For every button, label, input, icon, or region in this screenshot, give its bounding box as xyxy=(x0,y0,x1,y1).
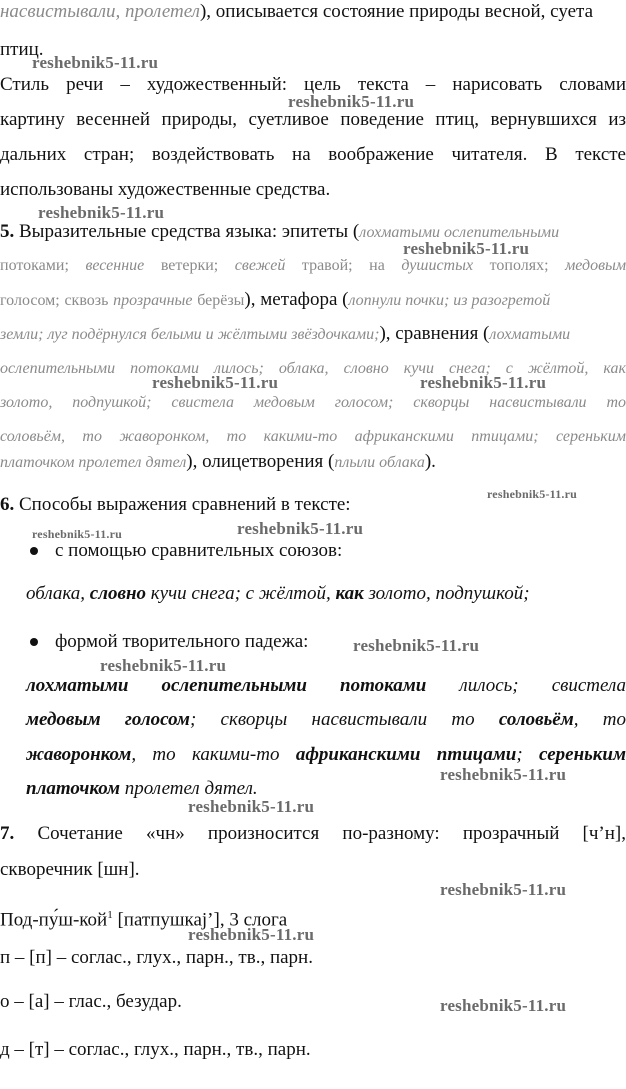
example-text: ; скворцы насвистывали то xyxy=(189,709,499,730)
watermark: reshebnik5-11.ru xyxy=(288,92,415,111)
watermark: reshebnik5-11.ru xyxy=(440,996,567,1015)
watermark: reshebnik5-11.ru xyxy=(152,373,279,392)
example-conjunctions xyxy=(26,582,626,606)
epithet-text: берёзы xyxy=(197,292,245,309)
item5-line-2 xyxy=(0,254,626,278)
watermark: reshebnik5-11.ru xyxy=(237,519,364,538)
style-line-4: использованы художественные средства. xyxy=(0,179,331,200)
item5-number: 5. xyxy=(0,221,15,242)
instrumental-word: сереньким xyxy=(539,744,626,765)
instrumental-word: ослепительными xyxy=(161,675,307,696)
example-text: облака, xyxy=(26,583,90,604)
metaphor-label: ), метафора ( xyxy=(244,289,349,310)
example-text: кучи снега; с жёлтой, xyxy=(146,583,336,604)
item7-line-1 xyxy=(0,822,626,846)
item6-number: 6. xyxy=(0,494,15,515)
item6-title: Способы выражения сравнений в тексте: xyxy=(19,494,351,515)
instrumental-word: платочком xyxy=(26,778,121,799)
bullet-icon xyxy=(30,638,38,646)
conjunction-word: как xyxy=(335,583,364,604)
phonetic-p: п – [п] – соглас., глух., парн., тв., парн. xyxy=(0,947,313,968)
instrumental-word: лохматыми xyxy=(26,675,129,696)
intro-quote-gray: насвистывали, пролетел xyxy=(0,1,200,22)
example-text: , то какими-то xyxy=(131,744,296,765)
phonetic-transcription: [патпушкај’], 3 слога xyxy=(112,909,288,931)
example-text: свистела xyxy=(551,675,626,696)
watermark: reshebnik5-11.ru xyxy=(100,656,227,675)
conjunction-word: словно xyxy=(89,583,146,604)
watermark: reshebnik5-11.ru xyxy=(38,203,165,222)
bullet-1: с помощью сравнительных союзов: xyxy=(55,540,343,561)
watermark: reshebnik5-11.ru xyxy=(440,765,567,784)
item5-line-6: золото, подпушкой; свистела медовым голосом; скворцы насвистывали то xyxy=(0,394,626,411)
footnote-marker: 1 xyxy=(107,909,113,921)
instrumental-word: медовым голосом xyxy=(26,709,190,730)
phonetic-word: Под-пу́ш-кой xyxy=(0,909,108,931)
instrumental-line-1 xyxy=(26,674,626,698)
epithet-text: на xyxy=(369,257,385,274)
item5-line-7: соловьём, то жаворонком, то какими-то африканскими птицами; сереньким xyxy=(0,428,626,445)
epithet-text: сквозь xyxy=(64,292,109,309)
personification-text: плыли облака xyxy=(334,454,425,471)
watermark: reshebnik5-11.ru xyxy=(188,797,315,816)
epithet-text: потоками; xyxy=(0,257,69,274)
example-text: , то xyxy=(573,709,626,730)
metaphor-text: лопнули почки; из разогретой xyxy=(348,292,551,309)
epithet-text: весенние xyxy=(85,257,145,274)
watermark: reshebnik5-11.ru xyxy=(403,239,530,258)
comparison-text: лохматыми xyxy=(489,326,571,343)
example-text: лилось; xyxy=(459,675,519,696)
epithet-text: ветерки; xyxy=(160,257,219,274)
epithet-text: душистых xyxy=(401,257,474,274)
style-line-3: дальних стран; воздействовать на воображение читателя. В тексте xyxy=(0,144,626,165)
intro-line-2: птиц. xyxy=(0,39,44,60)
item5-line-5: ослепительными потоками лилось; облака, словно кучи снега; с жёлтой, как xyxy=(0,360,626,377)
epithet-text: травой; xyxy=(301,257,353,274)
instrumental-line-2 xyxy=(26,708,626,732)
item5-epithets-1: лохматыми ослепительными xyxy=(359,224,560,241)
epithet-text: свежей xyxy=(234,257,286,274)
epithet-text: тополях; xyxy=(489,257,549,274)
comparison-label: ), сравнения ( xyxy=(379,323,490,344)
item5-heading: Выразительные средства языка: эпитеты ( xyxy=(19,221,360,242)
watermark: reshebnik5-11.ru xyxy=(32,53,159,72)
instrumental-word: африканскими птицами xyxy=(295,744,517,765)
metaphor-text: земли; луг подёрнулся белыми и жёлтыми звёздочками; xyxy=(0,326,380,343)
watermark: reshebnik5-11.ru xyxy=(32,527,122,541)
example-text: золото, подпушкой; xyxy=(363,583,530,604)
item5-line-4 xyxy=(0,322,626,347)
epithet-text: медовым xyxy=(565,257,626,274)
item5-line-8 xyxy=(0,450,626,475)
style-line-1: Стиль речи – художественный: цель текста – нарисовать словами xyxy=(0,74,626,95)
phonetic-o: о – [а] – глас., безудар. xyxy=(0,991,182,1012)
item5-line-1 xyxy=(0,220,626,245)
item7-line-2: скворечник [шн]. xyxy=(0,859,140,880)
watermark: reshebnik5-11.ru xyxy=(440,880,567,899)
watermark: reshebnik5-11.ru xyxy=(420,373,547,392)
bullet-icon xyxy=(30,547,38,555)
bullet-2: формой творительного падежа: xyxy=(55,631,309,652)
item7-text: Сочетание «чн» произносится по-разному: прозрачный [ч’н], xyxy=(37,823,626,844)
example-text: пролетел дятел. xyxy=(120,778,258,799)
watermark: reshebnik5-11.ru xyxy=(353,636,480,655)
epithet-text: голосом; xyxy=(0,292,60,309)
instrumental-word: потоками xyxy=(340,675,427,696)
intro-line-1 xyxy=(0,0,626,24)
closing-paren: ). xyxy=(424,451,436,472)
watermark: reshebnik5-11.ru xyxy=(188,925,315,944)
style-line-2: картину весенней природы, суетливое поведение птиц, вернувшихся из xyxy=(0,109,626,130)
instrumental-word: жаворонком xyxy=(26,744,132,765)
watermark: reshebnik5-11.ru xyxy=(487,487,577,501)
item5-line-3 xyxy=(0,288,626,313)
intro-line-1-text: ), описывается состояние природы весной, суета xyxy=(199,1,594,22)
instrumental-line-3 xyxy=(26,743,626,767)
phonetic-d: д – [т] – соглас., глух., парн., тв., парн. xyxy=(0,1039,311,1060)
instrumental-word: соловьём xyxy=(498,709,574,730)
personification-label: ), олицетворения ( xyxy=(186,451,335,472)
comparison-text: платочком пролетел дятел xyxy=(0,454,187,471)
example-text: ; xyxy=(516,744,540,765)
item7-number: 7. xyxy=(0,823,15,844)
epithet-text: прозрачные xyxy=(113,292,193,309)
